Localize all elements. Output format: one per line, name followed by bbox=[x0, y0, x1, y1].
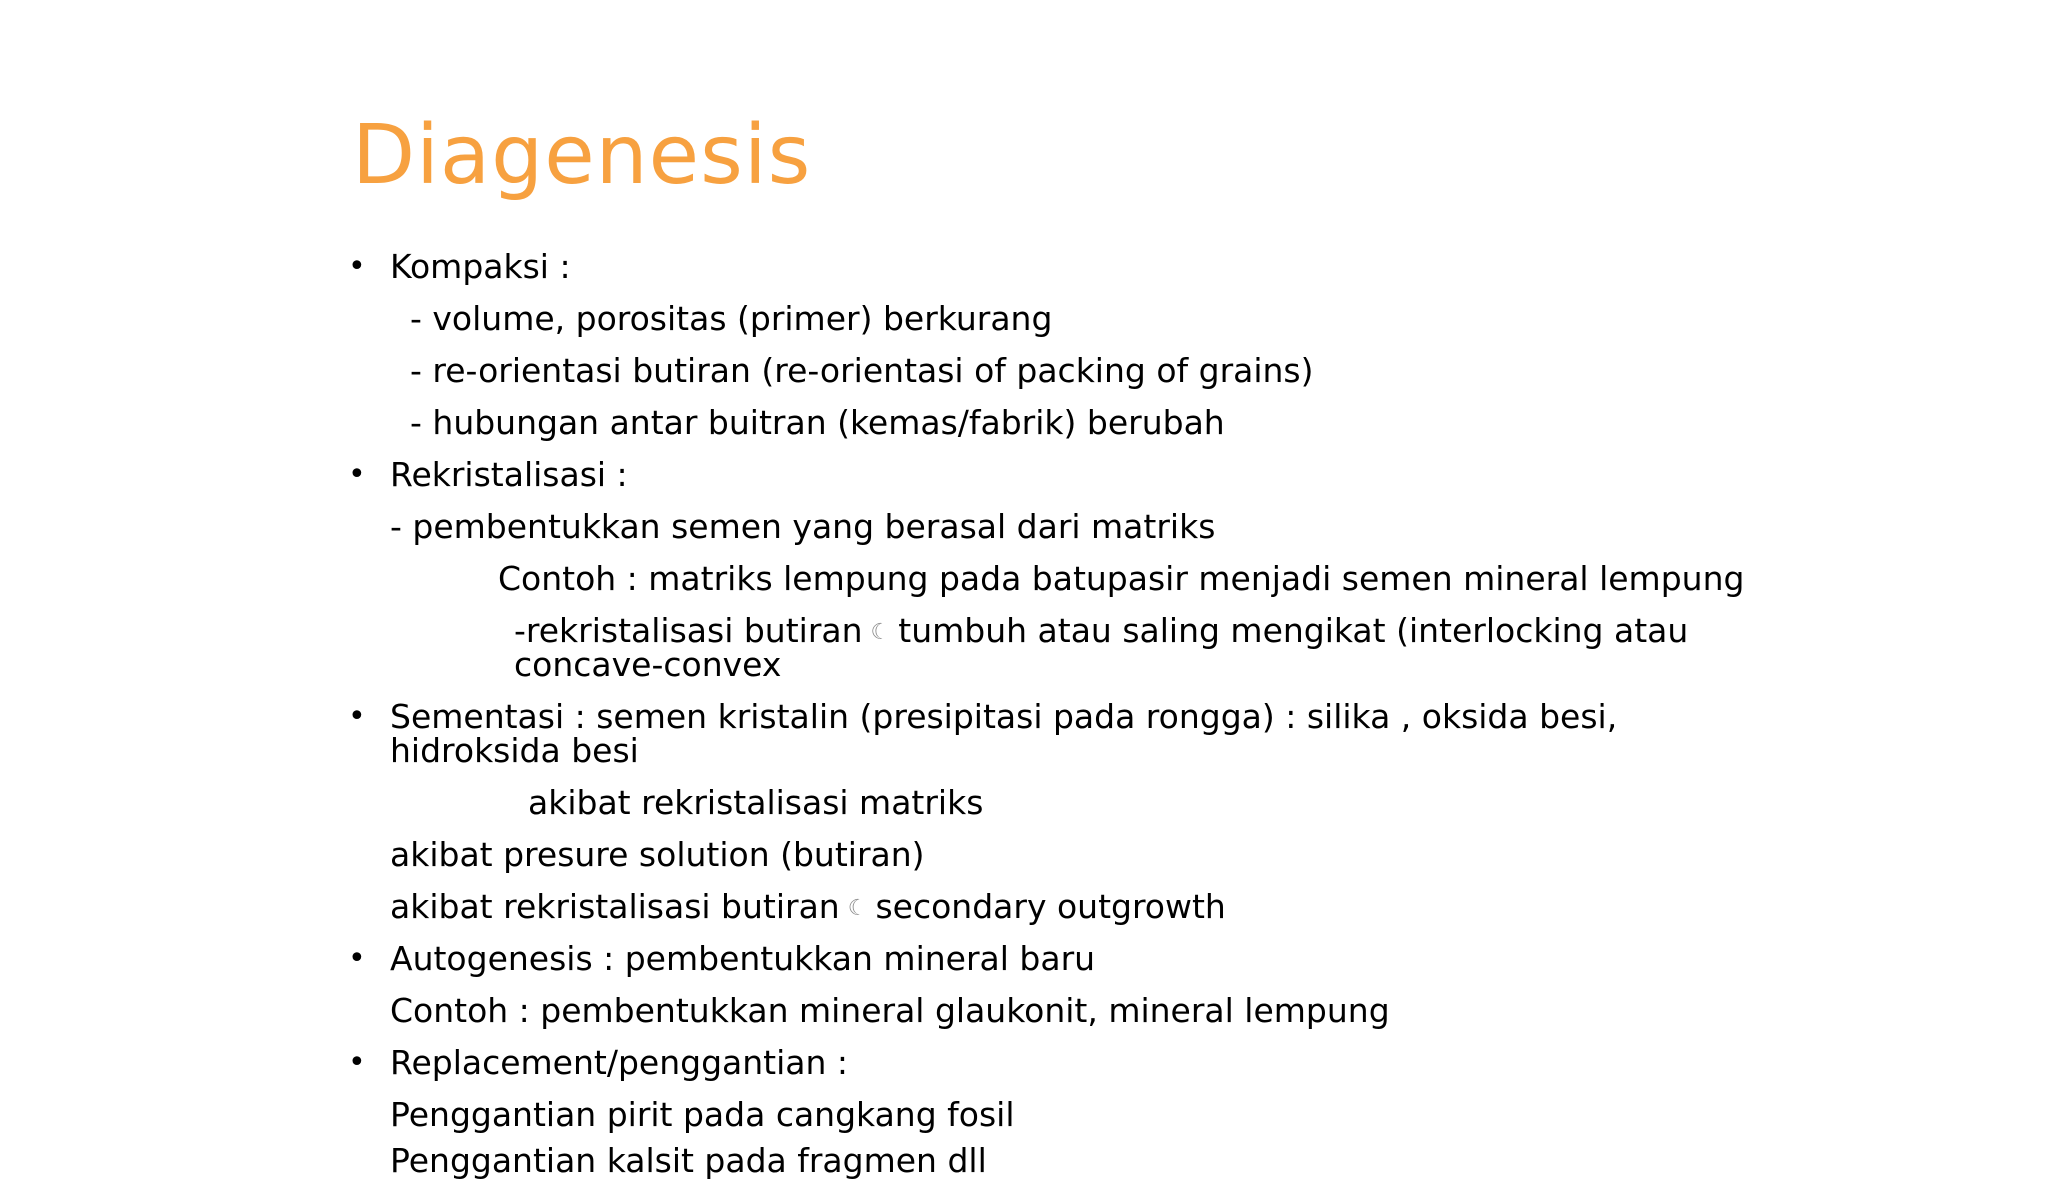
slide-title: Diagenesis bbox=[352, 108, 812, 203]
bullet-kompaksi: • bbox=[348, 249, 366, 284]
sementasi-hidroksida: hidroksida besi bbox=[390, 731, 639, 770]
heading-autogenesis: Autogenesis : pembentukkan mineral baru bbox=[390, 939, 1096, 978]
bullet-sementasi: • bbox=[348, 699, 366, 734]
bullet-autogenesis: • bbox=[348, 941, 366, 976]
autogenesis-contoh: Contoh : pembentukkan mineral glaukonit, mineral lempung bbox=[390, 991, 1390, 1030]
heading-replacement: Replacement/penggantian : bbox=[390, 1043, 849, 1082]
heading-rekristalisasi: Rekristalisasi : bbox=[390, 455, 628, 494]
bullet-replacement: • bbox=[348, 1045, 366, 1080]
heading-kompaksi: Kompaksi : bbox=[390, 247, 571, 286]
sementasi-akibat-presure: akibat presure solution (butiran) bbox=[390, 835, 925, 874]
bullet-rekristalisasi: • bbox=[348, 457, 366, 492]
rekristalisasi-concave-convex: concave-convex bbox=[514, 645, 782, 684]
rekristalisasi-item-semen: - pembentukkan semen yang berasal dari matriks bbox=[390, 507, 1216, 546]
kompaksi-item-volume: - volume, porositas (primer) berkurang bbox=[410, 299, 1053, 338]
sementasi-akibat-butiran-line bbox=[390, 888, 1226, 928]
sementasi-akibat-matriks: akibat rekristalisasi matriks bbox=[528, 783, 984, 822]
arrow-icon: ☾ bbox=[870, 619, 891, 645]
replacement-kalsit: Penggantian kalsit pada fragmen dll bbox=[390, 1141, 987, 1180]
rekristalisasi-contoh: Contoh : matriks lempung pada batupasir menjadi semen mineral lempung bbox=[498, 559, 1745, 598]
rekristalisasi-butiran-text: -rekristalisasi butiran bbox=[514, 611, 863, 650]
replacement-pirit: Penggantian pirit pada cangkang fosil bbox=[390, 1095, 1015, 1134]
arrow-icon: ☾ bbox=[847, 895, 868, 921]
sementasi-outgrowth-text: secondary outgrowth bbox=[875, 887, 1226, 926]
rekristalisasi-tumbuh-text: tumbuh atau saling mengikat (interlocking atau bbox=[898, 611, 1689, 650]
kompaksi-item-hubungan: - hubungan antar buitran (kemas/fabrik) berubah bbox=[410, 403, 1225, 442]
heading-sementasi: Sementasi : semen kristalin (presipitasi pada rongga) : silika , oksida besi, bbox=[390, 697, 1618, 736]
sementasi-akibat-butiran-text: akibat rekristalisasi butiran bbox=[390, 887, 840, 926]
kompaksi-item-reorientasi: - re-orientasi butiran (re-orientasi of packing of grains) bbox=[410, 351, 1314, 390]
